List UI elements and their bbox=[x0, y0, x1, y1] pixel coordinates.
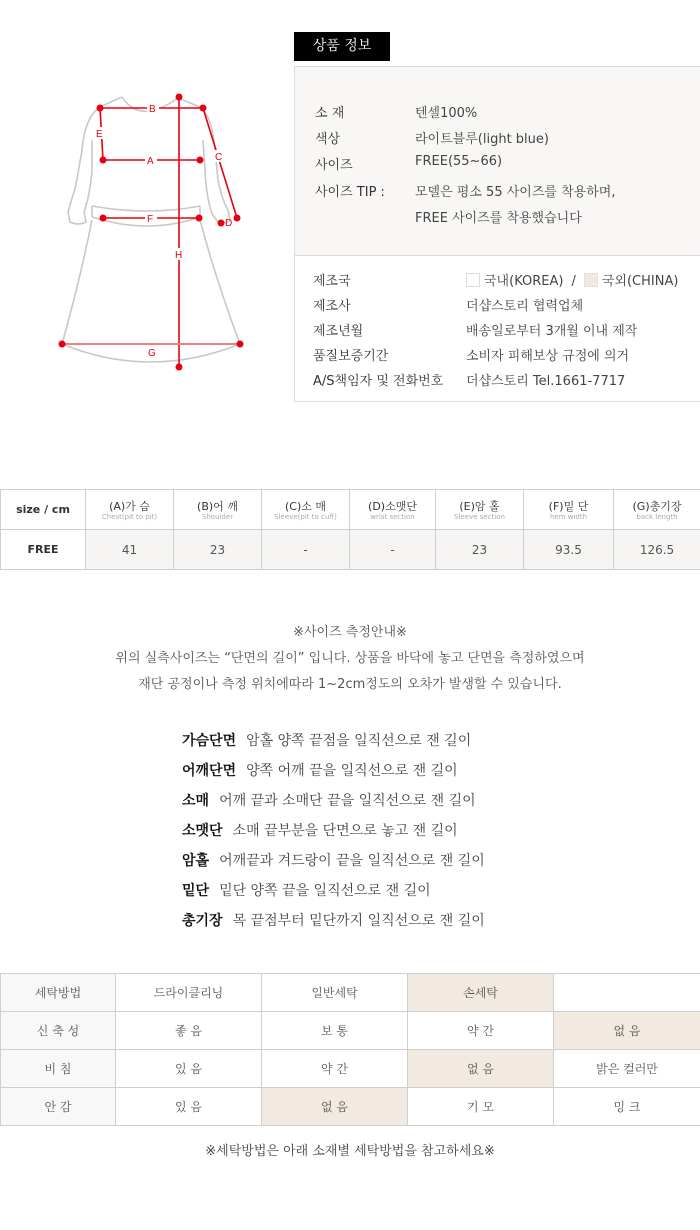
header-length: (G)총기장 back length bbox=[614, 490, 700, 530]
checkbox-china-checked bbox=[584, 273, 598, 287]
spec-value: 텐셀100% bbox=[415, 106, 478, 121]
header-size-unit: size / cm bbox=[1, 490, 86, 530]
cell-selected: 없 음 bbox=[262, 1088, 408, 1126]
definition-sleeve: 소매 어깨 끝과 소매단 끝을 일직선으로 잰 길이 bbox=[182, 793, 476, 809]
definition-hem: 밑단 밑단 양쪽 끝을 일직선으로 잰 길이 bbox=[182, 883, 431, 899]
wash-table bbox=[0, 973, 700, 1126]
cell-selected: 없 음 bbox=[554, 1012, 700, 1050]
label-c: C bbox=[215, 152, 223, 163]
row-label: 세탁방법 bbox=[1, 974, 116, 1012]
cell-selected: 없 음 bbox=[408, 1050, 554, 1088]
definition-chest: 가슴단면 암홀 양쪽 끝점을 일직선으로 잰 길이 bbox=[182, 733, 472, 749]
value-armhole: 23 bbox=[436, 530, 524, 570]
spec-label: 사이즈 TIP : bbox=[315, 185, 385, 200]
mfg-label: A/S책임자 및 전화번호 bbox=[313, 374, 444, 389]
value-length: 126.5 bbox=[614, 530, 700, 570]
value-chest: 41 bbox=[86, 530, 174, 570]
cell: 좋 음 bbox=[116, 1012, 262, 1050]
label-e: E bbox=[96, 129, 103, 140]
cell-selected: 손세탁 bbox=[408, 974, 554, 1012]
measurement-diagram bbox=[40, 80, 270, 380]
wash-row-stretch bbox=[1, 1012, 700, 1050]
spec-value: 라이트블루(light blue) bbox=[415, 132, 549, 147]
option-korea: 국내(KOREA) bbox=[484, 274, 564, 289]
notice-line-1: 위의 실측사이즈는 “단면의 길이” 입니다. 상품을 바닥에 놓고 단면을 측정하였으며 bbox=[115, 651, 585, 666]
mfg-label: 품질보증기간 bbox=[313, 349, 389, 364]
header-wrist: (D)소맷단 wrist section bbox=[350, 490, 436, 530]
value-shoulder: 23 bbox=[174, 530, 262, 570]
separator: / bbox=[571, 274, 576, 289]
value-hem: 93.5 bbox=[524, 530, 614, 570]
notice-line-2: 재단 공정이나 측정 위치에따라 1~2cm정도의 오차가 발생할 수 있습니다. bbox=[138, 677, 562, 692]
definition-wrist: 소맷단 소매 끝부분을 단면으로 놓고 잰 길이 bbox=[182, 823, 458, 839]
cell: 있 음 bbox=[116, 1088, 262, 1126]
spec-label: 사이즈 bbox=[315, 158, 353, 173]
header-sleeve: (C)소 매 Sleeve(pit to cuff) bbox=[262, 490, 350, 530]
cell: 약 간 bbox=[262, 1050, 408, 1088]
cell: 기 모 bbox=[408, 1088, 554, 1126]
value-sleeve: - bbox=[262, 530, 350, 570]
size-table bbox=[0, 489, 700, 570]
table-row bbox=[1, 530, 700, 570]
checkbox-korea bbox=[466, 273, 480, 287]
cell: 밝은 컬러만 bbox=[554, 1050, 700, 1088]
notice-title: ※사이즈 측정안내※ bbox=[293, 625, 407, 640]
option-china: 국외(CHINA) bbox=[601, 274, 679, 289]
size-name: FREE bbox=[1, 530, 86, 570]
size-table-header bbox=[1, 490, 700, 530]
row-label: 신 축 성 bbox=[1, 1012, 116, 1050]
header-armhole: (E)암 홀 Sleeve section bbox=[436, 490, 524, 530]
spec-value: FREE(55~66) bbox=[415, 154, 503, 169]
header-chest: (A)가 슴 Chest(pit to pit) bbox=[86, 490, 174, 530]
spec-label: 색상 bbox=[315, 132, 341, 147]
cell: 드라이클리닝 bbox=[116, 974, 262, 1012]
header-shoulder: (B)어 깨 Shoulder bbox=[174, 490, 262, 530]
country-options bbox=[466, 270, 678, 289]
wash-note: ※세탁방법은 아래 소재별 세탁방법을 참고하세요※ bbox=[205, 1144, 495, 1159]
label-d: D bbox=[225, 218, 233, 229]
label-a: A bbox=[147, 156, 154, 167]
wash-row-sheer bbox=[1, 1050, 700, 1088]
row-label: 비 침 bbox=[1, 1050, 116, 1088]
spec-label: 소 재 bbox=[315, 106, 345, 121]
header-hem: (F)밑 단 hem width bbox=[524, 490, 614, 530]
measurement-definitions bbox=[182, 729, 485, 939]
product-info-title: 상품 정보 bbox=[294, 32, 390, 61]
definition-length: 총기장 목 끝점부터 밑단까지 일직선으로 잰 길이 bbox=[182, 913, 485, 929]
label-h: H bbox=[175, 250, 183, 261]
mfg-label: 제조사 bbox=[313, 299, 351, 314]
row-label: 안 감 bbox=[1, 1088, 116, 1126]
product-spec-box bbox=[294, 66, 700, 256]
cell: 보 통 bbox=[262, 1012, 408, 1050]
cell: 있 음 bbox=[116, 1050, 262, 1088]
mfg-value: 배송일로부터 3개월 이내 제작 bbox=[466, 324, 638, 339]
spec-value: 모델은 평소 55 사이즈를 착용하며, bbox=[415, 185, 616, 200]
label-b: B bbox=[149, 104, 156, 115]
cell: 일반세탁 bbox=[262, 974, 408, 1012]
mfg-value: 더샵스토리 Tel.1661-7717 bbox=[466, 374, 626, 389]
cell bbox=[554, 974, 700, 1012]
definition-shoulder: 어깨단면 양쪽 어깨 끝을 일직선으로 잰 길이 bbox=[182, 763, 458, 779]
mfg-value: 더샵스토리 협력업체 bbox=[466, 299, 584, 314]
spec-value-line2: FREE 사이즈를 착용했습니다 bbox=[415, 211, 582, 226]
value-wrist: - bbox=[350, 530, 436, 570]
wash-row-lining bbox=[1, 1088, 700, 1126]
cell: 밍 크 bbox=[554, 1088, 700, 1126]
mfg-value: 소비자 피해보상 규정에 의거 bbox=[466, 349, 630, 364]
size-notice bbox=[0, 620, 700, 698]
wash-row-method bbox=[1, 974, 700, 1012]
dress-illustration bbox=[40, 80, 270, 380]
definition-armhole: 암홀 어깨끝과 겨드랑이 끝을 일직선으로 잰 길이 bbox=[182, 853, 485, 869]
mfg-label: 제조년월 bbox=[313, 324, 364, 339]
mfg-label: 제조국 bbox=[313, 274, 351, 289]
label-g: G bbox=[148, 348, 156, 359]
cell: 약 간 bbox=[408, 1012, 554, 1050]
manufacturing-box bbox=[294, 256, 700, 402]
label-f: F bbox=[147, 214, 154, 225]
